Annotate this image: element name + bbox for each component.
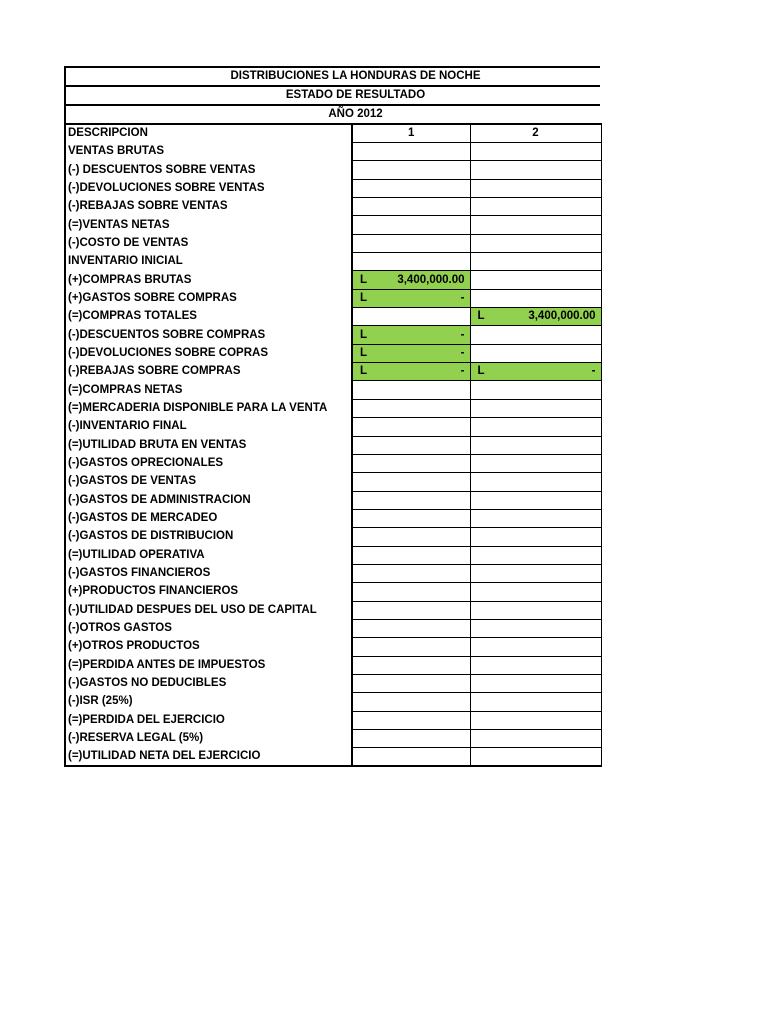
row-value-col-2[interactable]: [470, 216, 601, 234]
row-value-col-1[interactable]: [352, 711, 470, 729]
row-value-col-2[interactable]: [470, 491, 601, 509]
row-value-col-1[interactable]: [352, 546, 470, 564]
currency-symbol: L: [477, 365, 485, 378]
row-value-col-1[interactable]: [352, 363, 470, 381]
table-row: [65, 344, 601, 362]
year-header-row: [64, 104, 600, 123]
table-row: [65, 491, 601, 509]
row-value-col-2[interactable]: [470, 711, 601, 729]
row-description[interactable]: (+)PRODUCTOS FINANCIEROS: [65, 583, 352, 601]
row-value-col-1[interactable]: [352, 528, 470, 546]
company-header-row: [64, 66, 600, 85]
table-row: [65, 564, 601, 582]
row-value-col-2[interactable]: [470, 546, 601, 564]
table-row: [65, 638, 601, 656]
table-row: [65, 179, 601, 197]
row-value-col-1[interactable]: [352, 198, 470, 216]
row-value-col-2[interactable]: [470, 344, 601, 362]
currency-symbol: L: [477, 310, 485, 323]
table-row: [65, 473, 601, 491]
row-description[interactable]: (=)PERDIDA DEL EJERCICIO: [65, 711, 352, 729]
amount-value: 3,400,000.00: [397, 273, 465, 286]
table-row: [65, 509, 601, 527]
row-value-col-1[interactable]: [352, 638, 470, 656]
table-row: [65, 143, 601, 161]
row-description[interactable]: (-)GASTOS DE VENTAS: [65, 473, 352, 491]
table-row: [65, 656, 601, 674]
row-description[interactable]: (+)GASTOS SOBRE COMPRAS: [65, 289, 352, 307]
table-row: [65, 198, 601, 216]
row-value-col-1[interactable]: [352, 271, 470, 289]
currency-symbol: L: [360, 328, 368, 341]
row-value-col-1[interactable]: [352, 289, 470, 307]
table-row: [65, 436, 601, 454]
table-row: [65, 216, 601, 234]
row-value-col-2[interactable]: [470, 381, 601, 399]
row-value-col-2[interactable]: [470, 289, 601, 307]
row-description[interactable]: (+)OTROS PRODUCTOS: [65, 638, 352, 656]
row-value-col-2[interactable]: [470, 454, 601, 472]
row-description[interactable]: (+)COMPRAS BRUTAS: [65, 271, 352, 289]
row-value-col-1[interactable]: [352, 399, 470, 417]
report-year: AÑO 2012: [328, 108, 383, 120]
row-value-col-2[interactable]: [470, 583, 601, 601]
row-description[interactable]: (-)GASTOS DE ADMINISTRACION: [65, 491, 352, 509]
row-value-col-1[interactable]: [352, 253, 470, 271]
row-value-col-1[interactable]: [352, 179, 470, 197]
row-value-col-1[interactable]: [352, 583, 470, 601]
row-description[interactable]: (-)GASTOS DE MERCADEO: [65, 509, 352, 527]
table-row: [65, 730, 601, 748]
row-value-col-2[interactable]: [470, 308, 601, 326]
row-value-col-2[interactable]: [470, 418, 601, 436]
table-row: [65, 289, 601, 307]
row-value-col-1[interactable]: [352, 308, 470, 326]
row-description[interactable]: (-)DESCUENTOS SOBRE COMPRAS: [65, 326, 352, 344]
row-value-col-2[interactable]: [470, 564, 601, 582]
table-row: [65, 363, 601, 381]
column-header-2[interactable]: 2: [470, 124, 601, 143]
table-row: [65, 546, 601, 564]
amount-value: -: [460, 328, 465, 341]
amount-value: -: [460, 346, 465, 359]
statement-table: [64, 123, 602, 767]
row-value-col-1[interactable]: [352, 381, 470, 399]
table-row: [65, 161, 601, 179]
row-value-col-1[interactable]: [352, 730, 470, 748]
row-value-col-2[interactable]: [470, 363, 601, 381]
row-value-col-1[interactable]: [352, 473, 470, 491]
company-name: DISTRIBUCIONES LA HONDURAS DE NOCHE: [230, 70, 481, 82]
table-row: [65, 583, 601, 601]
currency-symbol: L: [360, 346, 368, 359]
row-description[interactable]: (-)COSTO DE VENTAS: [65, 234, 352, 252]
row-description[interactable]: (-)RESERVA LEGAL (5%): [65, 730, 352, 748]
row-description[interactable]: (=)COMPRAS NETAS: [65, 381, 352, 399]
row-value-col-2[interactable]: [470, 436, 601, 454]
row-value-col-1[interactable]: [352, 601, 470, 619]
table-row: [65, 601, 601, 619]
row-value-col-2[interactable]: [470, 198, 601, 216]
row-description[interactable]: (=)UTILIDAD OPERATIVA: [65, 546, 352, 564]
column-header-1[interactable]: 1: [352, 124, 470, 143]
row-value-col-2[interactable]: [470, 473, 601, 491]
table-row: [65, 619, 601, 637]
row-value-col-2[interactable]: [470, 271, 601, 289]
row-description[interactable]: (=)UTILIDAD NETA DEL EJERCICIO: [65, 748, 352, 766]
row-value-col-2[interactable]: [470, 326, 601, 344]
row-description[interactable]: (=)PERDIDA ANTES DE IMPUESTOS: [65, 656, 352, 674]
table-row: [65, 234, 601, 252]
row-value-col-2[interactable]: [470, 528, 601, 546]
row-value-col-2[interactable]: [470, 656, 601, 674]
row-value-col-2[interactable]: [470, 161, 601, 179]
row-value-col-1[interactable]: [352, 619, 470, 637]
table-row: [65, 528, 601, 546]
row-value-col-1[interactable]: [352, 656, 470, 674]
row-description[interactable]: (-)ISR (25%): [65, 693, 352, 711]
row-value-col-1[interactable]: [352, 454, 470, 472]
row-value-col-1[interactable]: [352, 161, 470, 179]
row-value-col-1[interactable]: [352, 216, 470, 234]
table-row: [65, 326, 601, 344]
column-header-description[interactable]: DESCRIPCION: [65, 124, 352, 143]
column-header-row: [65, 124, 601, 143]
row-description[interactable]: (-)GASTOS NO DEDUCIBLES: [65, 674, 352, 692]
row-description[interactable]: (=)MERCADERIA DISPONIBLE PARA LA VENTA: [65, 399, 352, 417]
row-value-col-1[interactable]: [352, 693, 470, 711]
row-value-col-1[interactable]: [352, 143, 470, 161]
row-value-col-1[interactable]: [352, 344, 470, 362]
row-value-col-2[interactable]: [470, 730, 601, 748]
row-description[interactable]: (=)VENTAS NETAS: [65, 216, 352, 234]
table-row: [65, 748, 601, 766]
row-description[interactable]: (-)GASTOS OPRECIONALES: [65, 454, 352, 472]
report-header-row: [64, 85, 600, 104]
row-description[interactable]: (-)UTILIDAD DESPUES DEL USO DE CAPITAL: [65, 601, 352, 619]
amount-value: 3,400,000.00: [528, 310, 596, 323]
row-value-col-1[interactable]: [352, 748, 470, 766]
row-description[interactable]: (=)UTILIDAD BRUTA EN VENTAS: [65, 436, 352, 454]
row-value-col-2[interactable]: [470, 693, 601, 711]
amount-value: -: [591, 365, 596, 378]
row-value-col-1[interactable]: [352, 326, 470, 344]
row-value-col-1[interactable]: [352, 436, 470, 454]
table-row: [65, 674, 601, 692]
row-description[interactable]: (=)COMPRAS TOTALES: [65, 308, 352, 326]
row-description[interactable]: INVENTARIO INICIAL: [65, 253, 352, 271]
table-row: [65, 454, 601, 472]
row-value-col-2[interactable]: [470, 674, 601, 692]
amount-value: -: [460, 291, 465, 304]
row-value-col-2[interactable]: [470, 509, 601, 527]
row-value-col-2[interactable]: [470, 601, 601, 619]
table-row: [65, 399, 601, 417]
row-description[interactable]: (-) DESCUENTOS SOBRE VENTAS: [65, 161, 352, 179]
row-value-col-2[interactable]: [470, 143, 601, 161]
row-description[interactable]: (-)REBAJAS SOBRE VENTAS: [65, 198, 352, 216]
row-description[interactable]: (-)GASTOS FINANCIEROS: [65, 564, 352, 582]
currency-symbol: L: [360, 273, 368, 286]
row-description[interactable]: (-)OTROS GASTOS: [65, 619, 352, 637]
row-value-col-1[interactable]: [352, 509, 470, 527]
table-row: [65, 381, 601, 399]
row-value-col-1[interactable]: [352, 234, 470, 252]
table-row: [65, 253, 601, 271]
currency-symbol: L: [360, 291, 368, 304]
row-value-col-1[interactable]: [352, 491, 470, 509]
row-description[interactable]: (-)GASTOS DE DISTRIBUCION: [65, 528, 352, 546]
row-value-col-1[interactable]: [352, 564, 470, 582]
row-description[interactable]: (-)REBAJAS SOBRE COMPRAS: [65, 363, 352, 381]
table-row: [65, 271, 601, 289]
row-value-col-2[interactable]: [470, 399, 601, 417]
table-row: [65, 693, 601, 711]
report-title: ESTADO DE RESULTADO: [285, 89, 426, 101]
row-value-col-2[interactable]: [470, 748, 601, 766]
row-description[interactable]: (-)DEVOLUCIONES SOBRE COPRAS: [65, 344, 352, 362]
table-row: [65, 711, 601, 729]
row-value-col-2[interactable]: [470, 619, 601, 637]
amount-value: -: [460, 365, 465, 378]
row-value-col-2[interactable]: [470, 234, 601, 252]
row-value-col-1[interactable]: [352, 418, 470, 436]
row-description[interactable]: VENTAS BRUTAS: [65, 143, 352, 161]
row-value-col-1[interactable]: [352, 674, 470, 692]
row-description[interactable]: (-)INVENTARIO FINAL: [65, 418, 352, 436]
currency-symbol: L: [360, 365, 368, 378]
income-statement-sheet: [64, 66, 600, 767]
row-value-col-2[interactable]: [470, 253, 601, 271]
row-value-col-2[interactable]: [470, 638, 601, 656]
row-description[interactable]: (-)DEVOLUCIONES SOBRE VENTAS: [65, 179, 352, 197]
table-row: [65, 418, 601, 436]
table-row: [65, 308, 601, 326]
row-value-col-2[interactable]: [470, 179, 601, 197]
